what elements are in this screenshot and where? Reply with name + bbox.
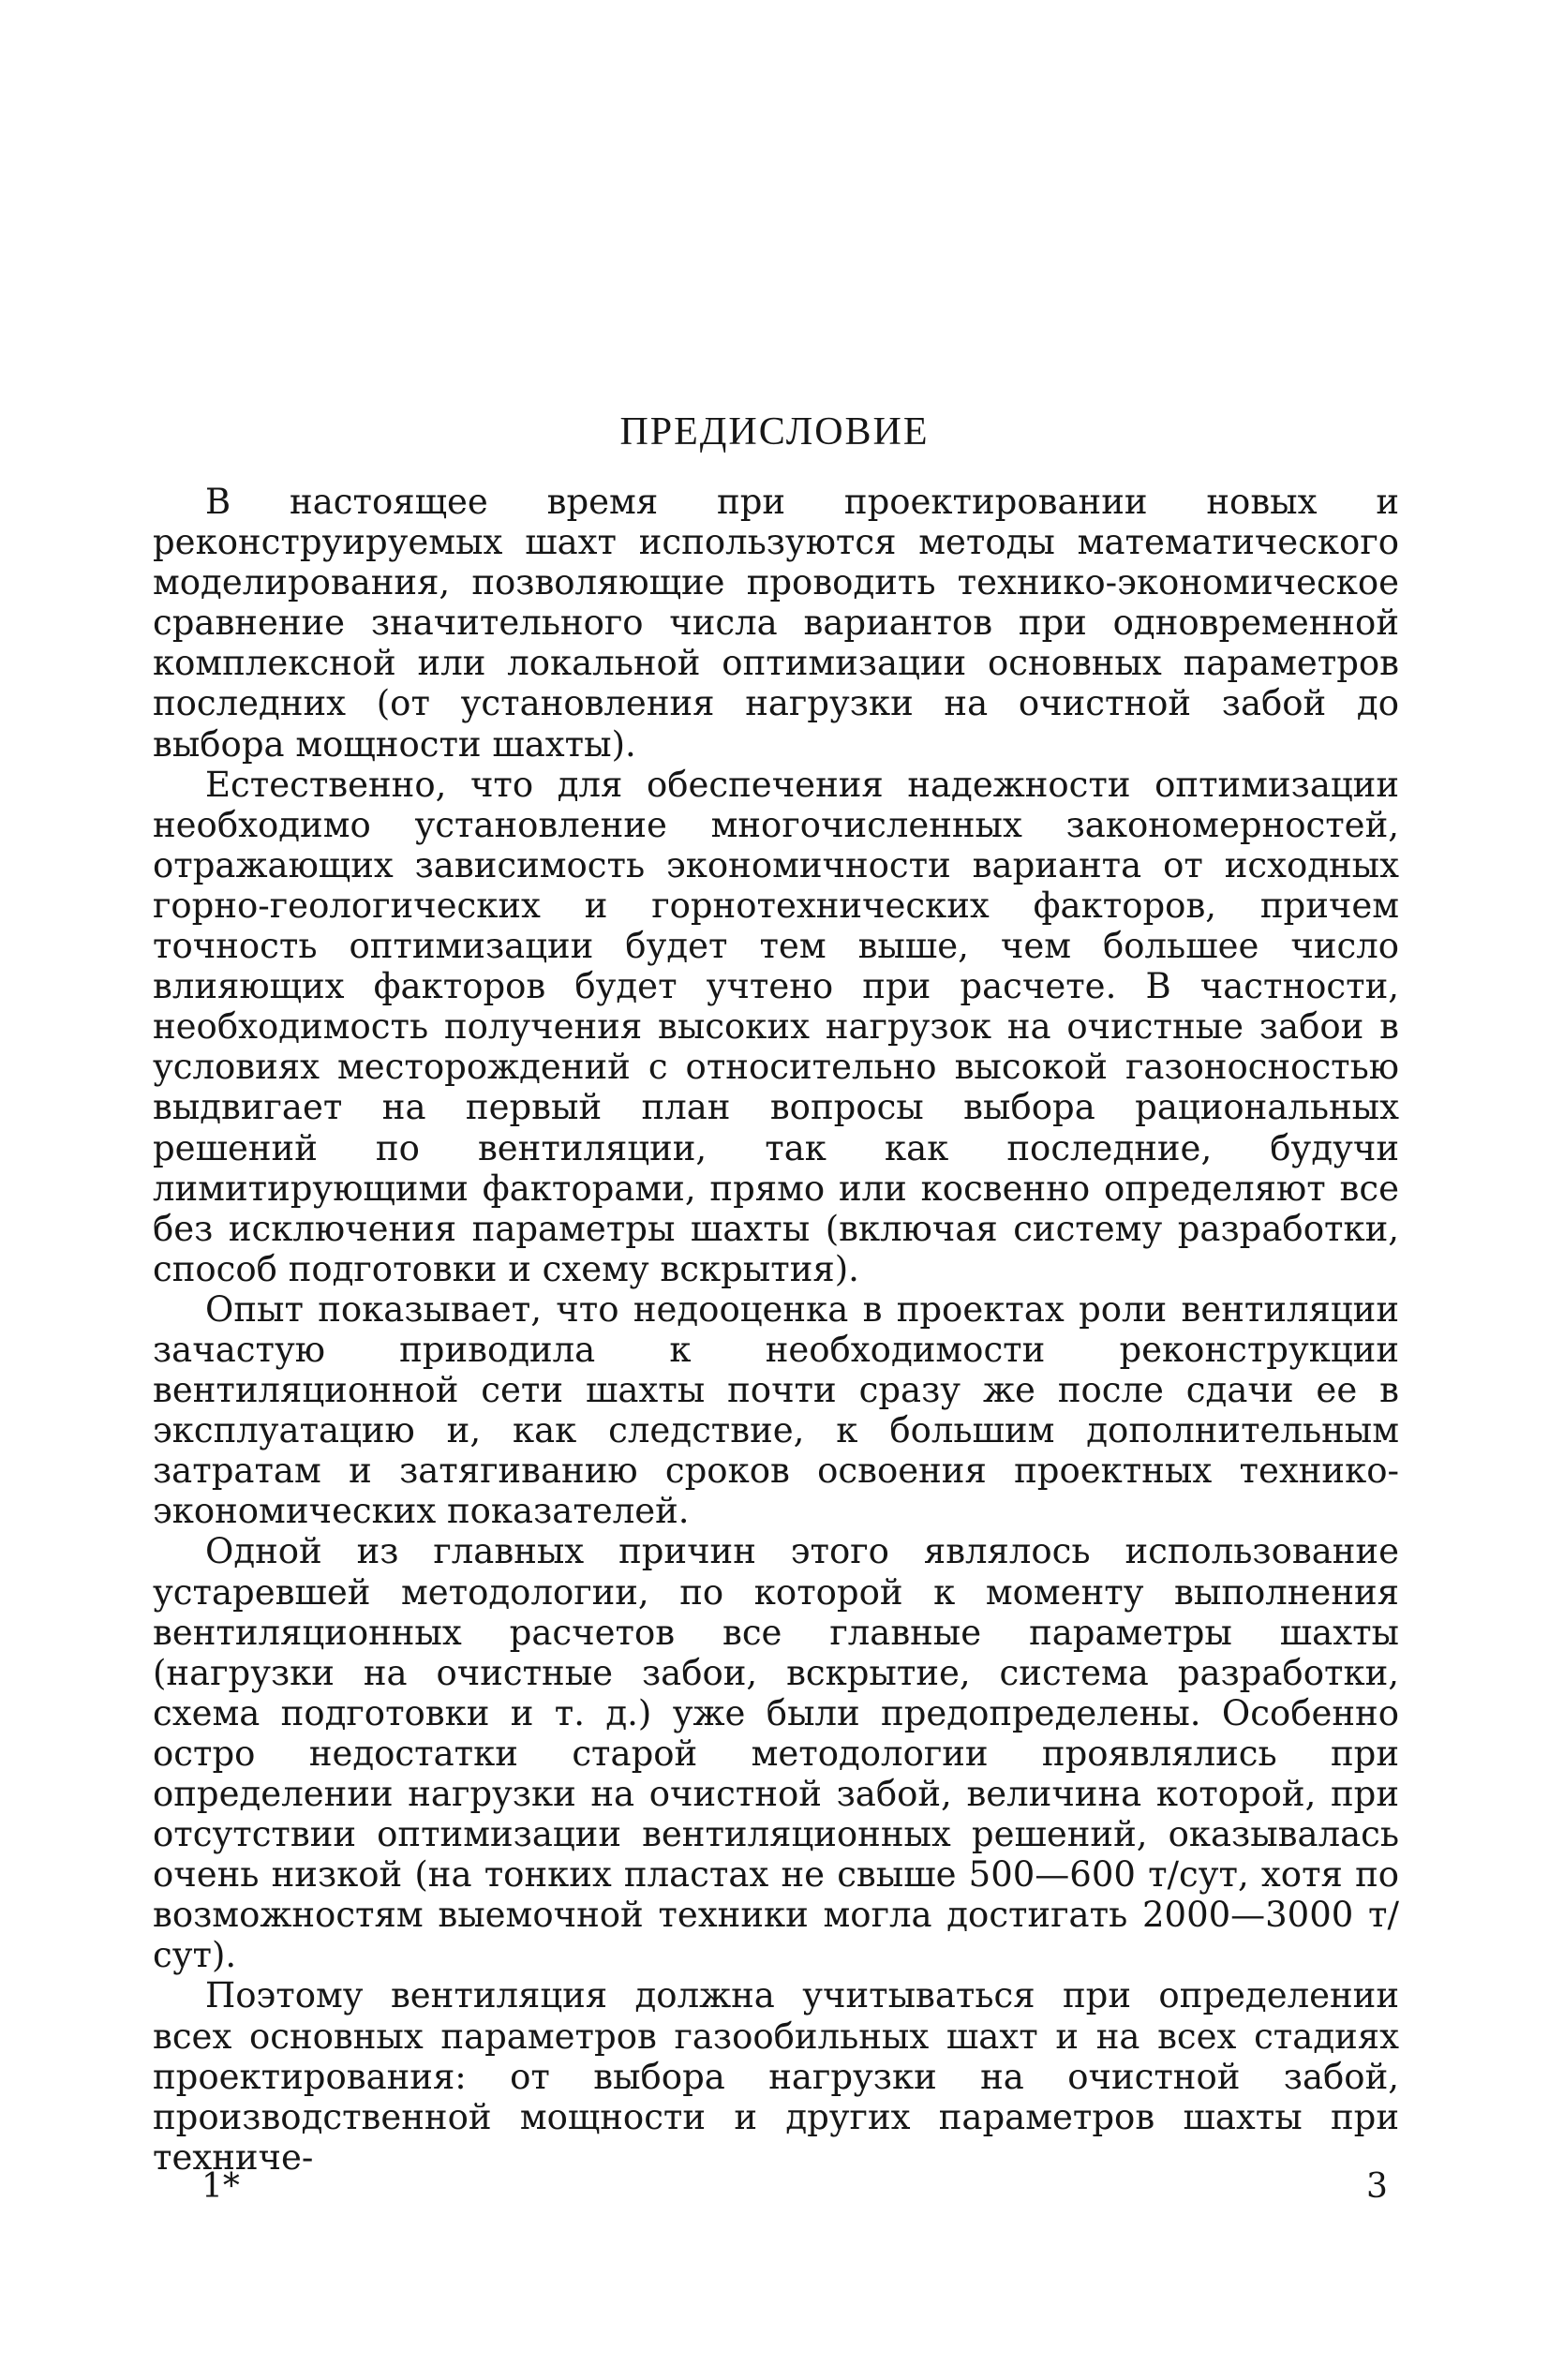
paragraph-1: В настоящее время при проектировании новых и реконструируемых шахт используются методы математического моделирования, позволяющие проводить технико-экономическое сравнение значительного числа вариантов при одновременной комплексной или локальной оптимизации основных параметров последних (от установления нагрузки на очистной забой до выбора мощности шахты). xyxy=(153,482,1399,765)
paragraph-4: Одной из главных причин этого являлось использование устаревшей методологии, по которой к моменту выполнения вентиляционных расчетов все главные параметры шахты (нагрузки на очистные забои, вскрытие, система разработки, схема подготовки и т. д.) уже были предопределены. Особенно остро недостатки старой методологии проявлялись при определении нагрузки на очистной забой, величина которой, при отсутствии оптимизации вентиляционных решений, оказывалась очень низкой (на тонких пластах не свыше 500—600 т/сут, хотя по возможностям выемочной техники могла достигать 2000—3000 т/сут). xyxy=(153,1531,1399,1976)
paragraph-5: Поэтому вентиляция должна учитываться при определении всех основных параметров газообильных шахт и на всех стадиях проектирования: от выбора нагрузки на очистной забой, производственной мощности и других параметров шахты при техниче- xyxy=(153,1975,1399,2178)
body-text xyxy=(153,482,1399,2178)
page-number: 3 xyxy=(1366,2167,1388,2206)
chapter-heading: ПРЕДИСЛОВИЕ xyxy=(619,410,930,454)
paragraph-2: Естественно, что для обеспечения надежности оптимизации необходимо установление многочисленных закономерностей, отражающих зависимость экономичности варианта от исходных горно-геологических и горнотехнических факторов, причем точность оптимизации будет тем выше, чем большее число влияющих факторов будет учтено при расчете. В частности, необходимость получения высоких нагрузок на очистные забои в условиях месторождений с относительно высокой газоносностью выдвигает на первый план вопросы выбора рациональных решений по вентиляции, так как последние, будучи лимитирующими факторами, прямо или косвенно определяют все без исключения параметры шахты (включая систему разработки, способ подготовки и схему вскрытия). xyxy=(153,764,1399,1289)
page-footer xyxy=(0,2167,1549,2217)
paragraph-3: Опыт показывает, что недооценка в проектах роли вентиляции зачастую приводила к необходимости реконструкции вентиляционной сети шахты почти сразу же после сдачи ее в эксплуатацию и, как следствие, к большим дополнительным затратам и затягиванию сроков освоения проектных технико-экономических показателей. xyxy=(153,1288,1399,1532)
signature-mark: 1* xyxy=(201,2167,240,2206)
